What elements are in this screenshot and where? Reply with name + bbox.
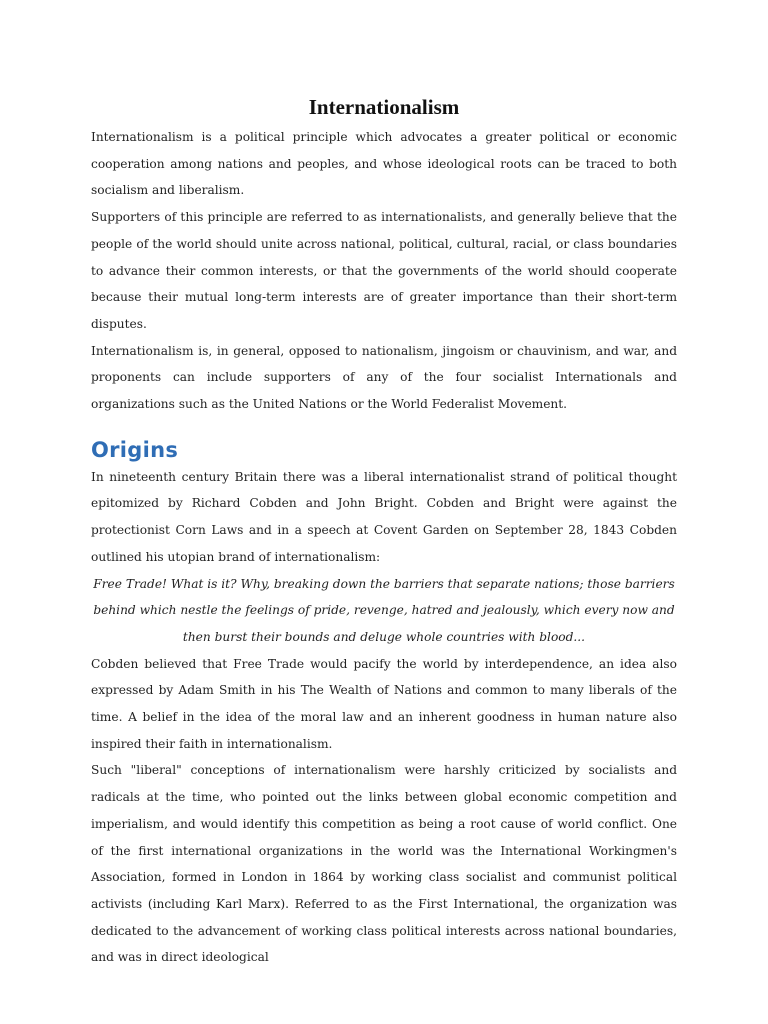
origins-paragraph-3: Such "liberal" conceptions of internationalism were harshly criticized by socialists and radicals at the time, who pointed out the links between global economic competition and imperialism, and would identify this competition as being a root cause of world conflict. One of the first international organizations in the world was the International Workingmen's Association, formed in London in 1864 by working class socialist and communist political activists (including Karl Marx). Referred to as the First International, the organization was dedicated to the advancement of working class political interests across national boundaries, and was in direct ideological	[91, 763, 677, 965]
intro-paragraph-1: Internationalism is a political principle which advocates a greater political or economic cooperation among nations and peoples, and whose ideological roots can be traced to both socialism and liberalism.	[91, 130, 677, 198]
origins-paragraph-1: In nineteenth century Britain there was a liberal internationalist strand of political thought epitomized by Richard Cobden and John Bright. Cobden and Bright were against the protectionist Corn Laws and in a speech at Covent Garden on September 28, 1843 Cobden outlined his utopian brand of internationalism:	[91, 469, 677, 564]
document-title: Internationalism	[308, 95, 460, 119]
origins-paragraph-2: Cobden believed that Free Trade would pacify the world by interdependence, an idea also expressed by Adam Smith in his The Wealth of Nations and common to many liberals of the time. A belief in the idea of the moral law and an inherent goodness in human nature also inspired their faith in internationalism.	[91, 656, 677, 751]
document-body	[91, 92, 677, 971]
origins-heading: Origins	[91, 437, 179, 462]
cobden-quote: Free Trade! What is it? Why, breaking down the barriers that separate nations; those barriers behind which nestle the feelings of pride, revenge, hatred and jealously, which every now and then burst their bounds and deluge whole countries with blood...	[93, 576, 675, 644]
intro-paragraph-3: Internationalism is, in general, opposed to nationalism, jingoism or chauvinism, and war, and proponents can include supporters of any of the four socialist Internationals and organizations such as the United Nations or the World Federalist Movement.	[91, 343, 677, 412]
intro-paragraph-2: Supporters of this principle are referred to as internationalists, and generally believe that the people of the world should unite across national, political, cultural, racial, or class boundaries to advance their common interests, or that the governments of the world should cooperate because their mutual long-term interests are of greater importance than their short-term disputes.	[91, 210, 677, 331]
